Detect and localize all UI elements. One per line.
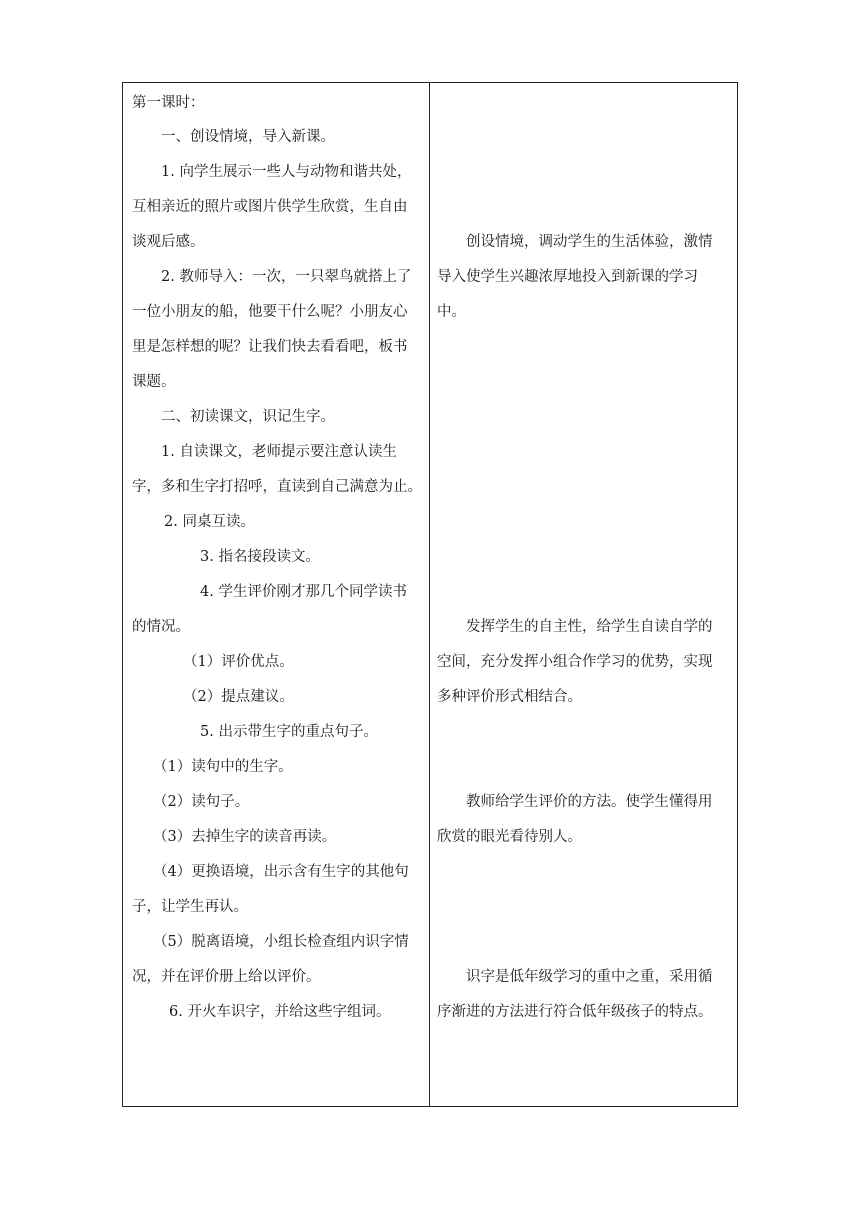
- text-line: （1）评价优点。: [183, 654, 294, 670]
- text-line: 子，让学生再认。: [132, 899, 248, 915]
- text-line: （3）去掉生字的读音再读。: [153, 829, 337, 845]
- note-line: 教师给学生评价的方法。使学生懂得用: [466, 794, 713, 810]
- text-line: （4）更换语境，出示含有生字的其他句: [153, 864, 409, 880]
- text-line: 里是怎样想的呢？让我们快去看看吧，板书: [132, 339, 408, 355]
- text-line: 2. 同桌互读。: [164, 514, 255, 530]
- note-line: 空间，充分发挥小组合作学习的优势，实现: [437, 654, 713, 670]
- note-line: 欣赏的眼光看待别人。: [437, 829, 582, 845]
- text-line: 5. 出示带生字的重点句子。: [200, 724, 378, 740]
- lesson-plan-table: [122, 82, 738, 1107]
- text-line: （2）提点建议。: [183, 689, 294, 705]
- text-line: 4. 学生评价刚才那几个同学读书: [200, 584, 407, 600]
- text-line: 2. 教师导入：一次，一只翠鸟就搭上了: [161, 269, 412, 285]
- note-line: 识字是低年级学习的重中之重，采用循: [466, 969, 713, 985]
- text-line: 况，并在评价册上给以评价。: [132, 969, 321, 985]
- note-line: 导入使学生兴趣浓厚地投入到新课的学习: [437, 269, 698, 285]
- text-line: 谈观后感。: [132, 234, 205, 250]
- note-line: 创设情境，调动学生的生活体验，激情: [466, 234, 713, 250]
- text-line: 互相亲近的照片或图片供学生欣赏，生自由: [132, 199, 408, 215]
- section-heading: 二、初读课文，识记生字。: [161, 409, 335, 425]
- text-line: 的情况。: [132, 619, 190, 635]
- text-line: 字，多和生字打招呼，直读到自己满意为止。: [132, 479, 422, 495]
- text-line: （2）读句子。: [153, 794, 250, 810]
- text-line: 1. 自读课文，老师提示要注意认读生: [161, 444, 397, 460]
- teaching-process-column: [123, 83, 429, 1106]
- note-line: 序渐进的方法进行符合低年级孩子的特点。: [437, 1004, 713, 1020]
- text-line: 课题。: [132, 374, 176, 390]
- note-line: 发挥学生的自主性，给学生自读自学的: [466, 619, 713, 635]
- text-line: 一位小朋友的船，他要干什么呢？小朋友心: [132, 304, 408, 320]
- text-line: 6. 开火车识字，并给这些字组词。: [169, 1004, 391, 1020]
- text-line: 1. 向学生展示一些人与动物和谐共处，: [161, 164, 412, 180]
- note-line: 多种评价形式相结合。: [437, 689, 582, 705]
- text-line: （1）读句中的生字。: [153, 759, 293, 775]
- text-line: （5）脱离语境，小组长检查组内识字情: [153, 934, 409, 950]
- design-intent-column: [430, 83, 738, 1106]
- note-line: 中。: [437, 304, 466, 320]
- lesson-period-heading: 第一课时：: [132, 95, 205, 111]
- section-heading: 一、创设情境，导入新课。: [161, 129, 335, 145]
- text-line: 3. 指名接段读文。: [200, 549, 320, 565]
